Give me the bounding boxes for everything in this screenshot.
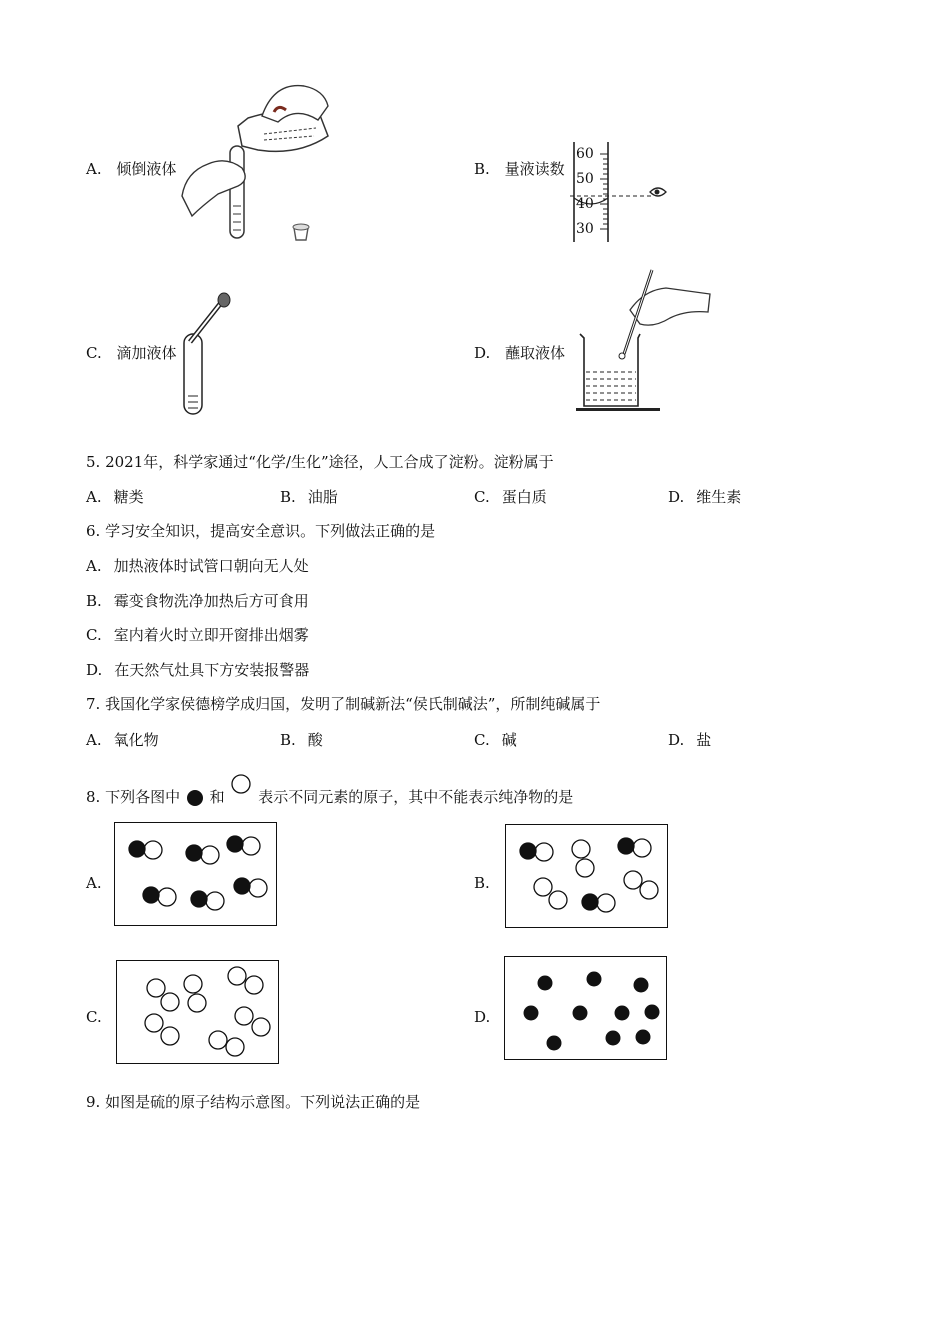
q8-option-c-box[interactable] [116,960,279,1064]
dropper-bulb-icon [218,293,230,307]
option-letter: C. [474,488,490,506]
option-text: 加热液体时试管口朝向无人处 [113,557,309,575]
option-letter: D. [474,344,491,362]
q6-option-d[interactable] [86,659,309,680]
q8-option-d-label[interactable]: D. [474,1008,491,1026]
cylinder-tick-50: 50 [576,171,594,187]
option-letter: C. [86,626,102,644]
option-letter: D. [668,731,685,749]
option-letter: A. [86,731,102,749]
option-text: 碱 [501,731,517,749]
q8-option-a-box[interactable] [114,822,277,926]
q9-stem: 9. 如图是硫的原子结构示意图。下列说法正确的是 [86,1093,421,1111]
cylinder-tick-40: 40 [576,196,594,212]
glass-rod-beaker-illustration [574,266,714,414]
option-letter: A. [86,488,102,506]
black-atom-icon [185,788,205,808]
option-text: 滴加液体 [116,344,177,362]
cylinder-tick-60: 60 [576,146,594,162]
option-text: 蛋白质 [501,488,547,506]
option-letter: C. [86,344,102,362]
q8-option-b-label[interactable]: B. [474,874,490,892]
option-text: 酸 [307,731,323,749]
q5-stem: 5. 2021年，科学家通过“化学/生化”途径，人工合成了淀粉。淀粉属于 [86,453,554,471]
option-letter: B. [280,731,296,749]
option-letter: B. [86,592,102,610]
q5-option-c[interactable] [474,486,547,507]
q4-option-b[interactable] [474,158,565,179]
option-text: 室内着火时立即开窗排出烟雾 [113,626,309,644]
q6-option-b[interactable] [86,590,309,611]
option-text: 维生素 [696,488,742,506]
q5-option-b[interactable] [280,486,338,507]
option-text: 油脂 [307,488,338,506]
option-letter: B. [474,160,490,178]
dropper-illustration [176,290,246,418]
q7-option-d[interactable] [668,729,711,750]
q5-option-a[interactable] [86,486,144,507]
option-text: 在天然气灶具下方安装报警器 [114,661,310,679]
option-letter: A. [86,557,102,575]
white-atom-icon [229,772,253,796]
q7-option-b[interactable] [280,729,323,750]
q5-option-d[interactable] [668,486,741,507]
q8-option-a-label[interactable]: A. [86,874,102,892]
option-text: 盐 [696,731,712,749]
q8-stem-part2: 和 [209,788,225,806]
q4-option-c[interactable] [86,342,177,363]
q6-option-a[interactable] [86,555,309,576]
graduated-cylinder-illustration [568,140,678,246]
q8-option-d-box[interactable] [504,956,667,1060]
option-letter: B. [280,488,296,506]
q4-option-d[interactable] [474,342,565,363]
option-text: 氧化物 [113,731,159,749]
q6-stem: 6. 学习安全知识，提高安全意识。下列做法正确的是 [86,522,436,540]
option-letter: D. [86,661,103,679]
option-text: 霉变食物洗净加热后方可食用 [113,592,309,610]
q4-option-a[interactable] [86,158,176,179]
option-letter: D. [668,488,685,506]
q8-stem-part3: 表示不同元素的原子，其中不能表示纯净物的是 [258,788,574,806]
q8-option-b-box[interactable] [505,824,668,928]
q7-option-a[interactable] [86,729,159,750]
q6-option-c[interactable] [86,624,309,645]
pouring-liquid-illustration [178,76,338,248]
option-text: 蘸取液体 [505,344,566,362]
q8-stem [86,772,573,808]
option-letter: A. [86,160,102,178]
cylinder-tick-30: 30 [576,221,594,237]
q8-stem-part1: 8. 下列各图中 [86,788,181,806]
option-text: 量液读数 [504,160,565,178]
q7-option-c[interactable] [474,729,517,750]
q8-option-c-label[interactable]: C. [86,1008,102,1026]
option-letter: C. [474,731,490,749]
option-text: 糖类 [113,488,144,506]
option-text: 倾倒液体 [116,160,177,178]
q7-stem: 7. 我国化学家侯德榜学成归国，发明了制碱新法“侯氏制碱法”，所制纯碱属于 [86,695,601,713]
